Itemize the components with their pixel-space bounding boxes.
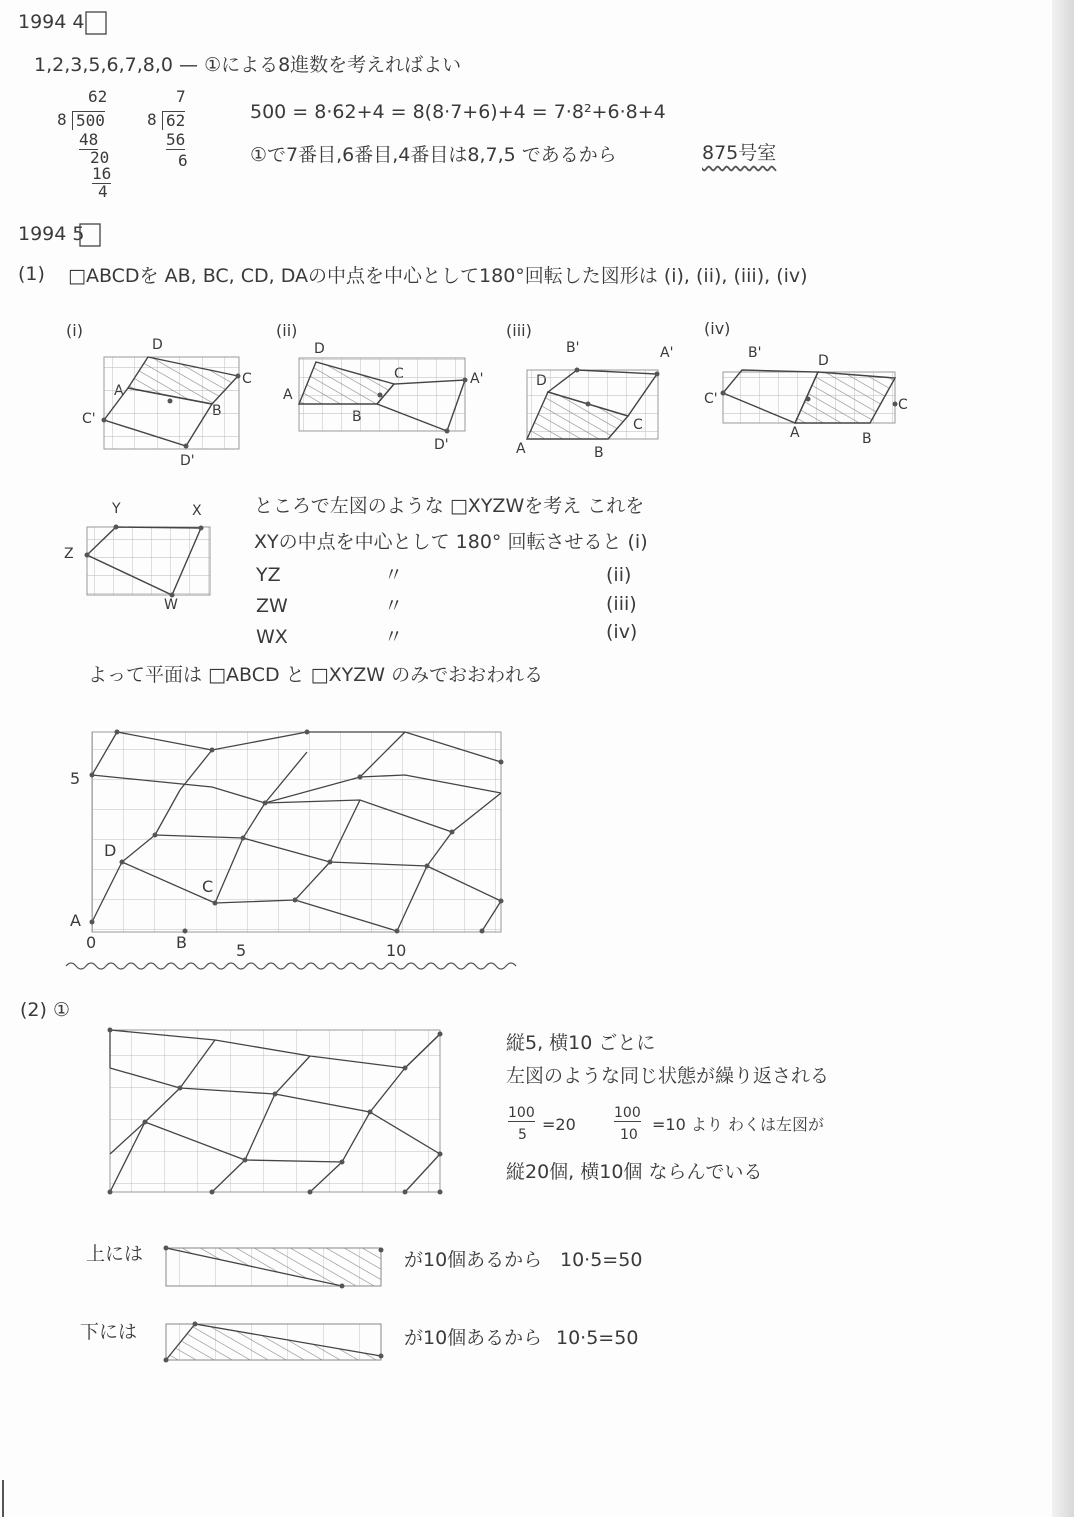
fig-iv-C: C <box>898 397 908 413</box>
rotation-edge-wx: WX <box>256 626 288 648</box>
lower-label: 下には <box>80 1321 138 1343</box>
fig-iv-B-prime: B' <box>748 345 762 361</box>
fraction2-numerator: 100 <box>614 1105 641 1121</box>
fig-iv-D: D <box>818 353 829 369</box>
div1-rem1: 20 <box>90 148 110 167</box>
figure-iv <box>721 370 898 423</box>
part2-figure <box>108 1028 443 1195</box>
tiling-B: B <box>176 933 187 952</box>
part1-text: □ABCDを AB, BC, CD, DAの中点を中心として180°回転した図形は (i), (ii), (iii), (iv) <box>68 265 808 287</box>
fig-i-D: D <box>152 337 163 353</box>
fig-iv-A: A <box>790 425 800 441</box>
fraction1-result: =20 <box>542 1115 576 1134</box>
problem4-equation: 500 = 8·62+4 = 8(8·7+6)+4 = 7·8²+6·8+4 <box>250 101 666 123</box>
rotation-result-iii: (iii) <box>606 593 637 615</box>
figure-i <box>102 357 241 449</box>
problem4-conclusion: ①で7番目,6番目,4番目は8,7,5 であるから <box>250 144 617 166</box>
tiling-A: A <box>70 911 81 930</box>
div2-rem1: 6 <box>178 151 188 170</box>
fraction2-result: =10 より わくは左図が <box>652 1115 824 1134</box>
fig-i-C-prime: C' <box>82 411 96 427</box>
fig-iii-A-prime: A' <box>660 345 674 361</box>
upper-label: 上には <box>86 1243 144 1265</box>
upper-calc: 10·5=50 <box>560 1249 643 1271</box>
fig-i-D-prime: D' <box>180 453 195 469</box>
xyzw-Z: Z <box>64 546 74 562</box>
fraction1-numerator: 100 <box>508 1105 535 1121</box>
fig-iii-B: B <box>594 445 604 461</box>
div1-dividend: 500 <box>72 111 105 130</box>
div2-divisor: 8 <box>147 110 157 129</box>
fig-ii-D-prime: D' <box>434 437 449 453</box>
div2-dividend: 62 <box>162 111 185 130</box>
rotation-result-ii: (ii) <box>606 564 632 586</box>
tiling-figure <box>90 730 504 934</box>
tiling-y-5: 5 <box>70 769 81 788</box>
fig-ii-A-prime: A' <box>470 371 484 387</box>
xyzw-text-1: ところで左図のような □XYZWを考え これを <box>254 495 645 517</box>
part2-text-3: 縦20個, 横10個 ならんでいる <box>506 1161 763 1183</box>
rotation-ditto-2: 〃 <box>384 595 404 617</box>
div1-sub2: 16 <box>92 164 112 183</box>
tiling-x-10: 10 <box>386 941 407 960</box>
fig-ii-D: D <box>314 341 325 357</box>
rotation-edge-zw: ZW <box>256 595 288 617</box>
tiling-wavy-underline <box>66 963 516 969</box>
fig-iv-label: (iv) <box>704 319 731 338</box>
fraction2-denominator: 10 <box>620 1127 638 1143</box>
problem4-header: 1994 4 <box>18 11 85 33</box>
lower-strip <box>164 1322 384 1363</box>
part1-label: (1) <box>18 263 45 285</box>
tiling-x-5: 5 <box>236 941 247 960</box>
fig-ii-label: (ii) <box>276 321 298 340</box>
xyzw-Y: Y <box>112 501 121 517</box>
lower-text: が10個あるから <box>404 1327 543 1349</box>
part1-conclusion: よって平面は □ABCD と □XYZW のみでおおわれる <box>88 664 544 686</box>
figure-ii <box>299 358 468 434</box>
fig-iv-C-prime: C' <box>704 391 718 407</box>
rotation-edge-yz: YZ <box>256 564 281 586</box>
figure-iii <box>527 368 660 440</box>
xyzw-X: X <box>192 503 202 519</box>
lower-calc: 10·5=50 <box>556 1327 639 1349</box>
fig-iv-B: B <box>862 431 872 447</box>
tiling-x-0: 0 <box>86 933 97 952</box>
upper-text: が10個あるから <box>404 1249 543 1271</box>
fig-i-label: (i) <box>66 321 83 340</box>
div2-sub1: 56 <box>166 130 186 149</box>
figure-xyzw <box>85 525 211 598</box>
xyzw-W: W <box>164 597 178 613</box>
div1-quotient: 62 <box>88 87 108 106</box>
rotation-ditto-1: 〃 <box>384 564 404 586</box>
upper-strip <box>164 1246 384 1289</box>
problem4-answer: 875号室 <box>702 142 777 164</box>
fig-i-C: C <box>242 371 252 387</box>
rotation-result-iv: (iv) <box>606 621 638 643</box>
part2-text-2: 左図のような同じ状態が繰り返される <box>506 1065 830 1087</box>
fig-iii-A: A <box>516 441 526 457</box>
problem-number-boxes <box>80 12 106 246</box>
part2-label: (2) ① <box>20 999 70 1021</box>
div1-rem2: 4 <box>98 182 108 201</box>
fig-iii-B-prime: B' <box>566 340 580 356</box>
fraction1-denominator: 5 <box>518 1127 527 1143</box>
div2-quotient: 7 <box>176 87 186 106</box>
part2-text-1: 縦5, 横10 ごとに <box>506 1032 656 1054</box>
problem5-header: 1994 5 <box>18 223 85 245</box>
div1-sub1: 48 <box>79 130 99 149</box>
fig-ii-A: A <box>283 387 293 403</box>
problem4-digits-line: 1,2,3,5,6,7,8,0 — ①による8進数を考えればよい <box>34 54 462 76</box>
xyzw-text-2: XYの中点を中心として 180° 回転させると (i) <box>254 531 648 553</box>
div1-divisor: 8 <box>57 110 67 129</box>
rotation-ditto-3: 〃 <box>384 626 404 648</box>
fig-iii-label: (iii) <box>506 321 532 340</box>
